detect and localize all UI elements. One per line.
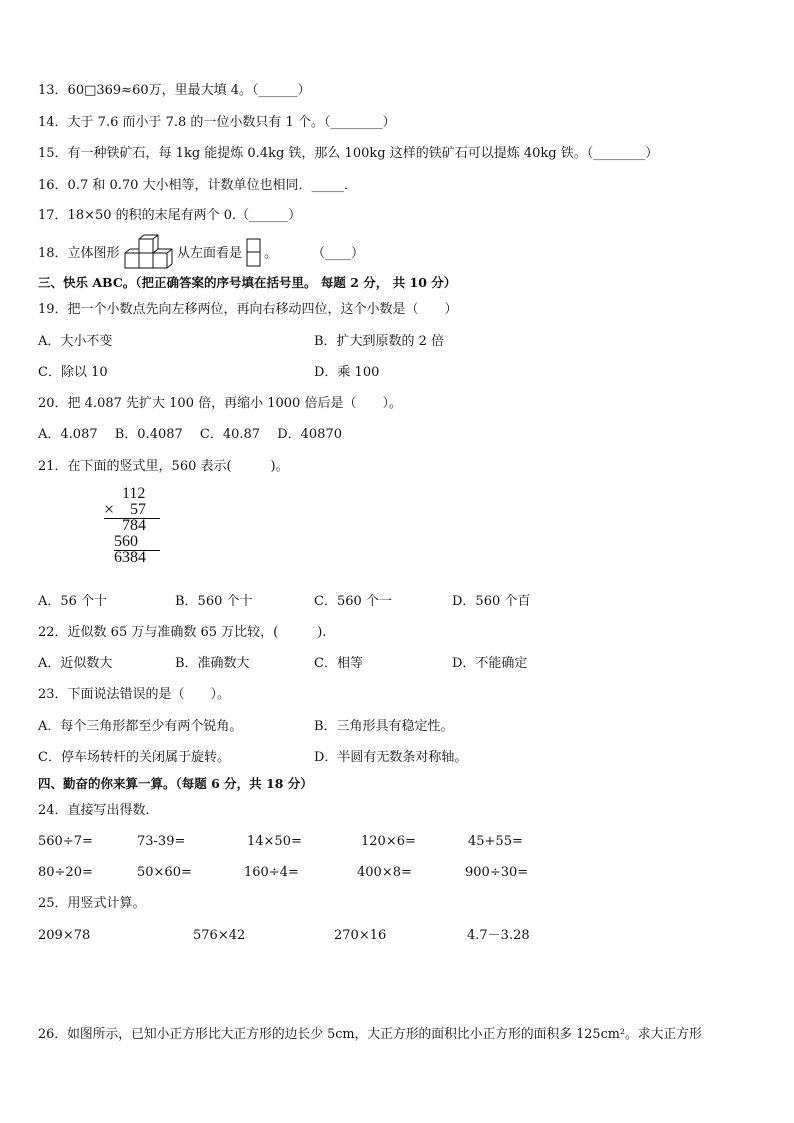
vm-partial-1: 784 — [122, 517, 146, 534]
q22-option-a: A．近似数大 — [38, 656, 113, 671]
vm-times: × — [104, 499, 115, 519]
q18-suffix: 。 — [264, 246, 278, 261]
q18-prefix: 18．立体图形 — [38, 246, 120, 261]
q24-item: 73-39= — [137, 834, 186, 849]
q19-option-c: C．除以 10 — [38, 365, 108, 380]
q22-option-d: D．不能确定 — [452, 656, 528, 671]
question-26: 26．如图所示，已知小正方形比大正方形的边长少 5cm，大正方形的面积比小正方形的面积多 125cm²。求大正方形 — [38, 1027, 702, 1042]
q19-option-b: B．扩大到原数的 2 倍 — [314, 334, 445, 349]
q21-option-c: C．560 个一 — [314, 594, 392, 609]
q25-item: 209×78 — [38, 928, 91, 943]
question-22-stem: 22．近似数 65 万与准确数 65 万比较，( ). — [38, 625, 327, 640]
q22-option-b: B．准确数大 — [175, 656, 250, 671]
question-25-stem: 25．用竖式计算。 — [38, 896, 146, 911]
q22-option-c: C．相等 — [314, 656, 363, 671]
question-20-stem: 20．把 4.087 先扩大 100 倍，再缩小 1000 倍后是（ ）。 — [38, 396, 402, 411]
question-16: 16．0.7 和 0.70 大小相等，计数单位也相同．_____． — [38, 178, 358, 193]
vm-result: 6384 — [114, 549, 146, 566]
question-14: 14．大于 7.6 而小于 7.8 的一位小数只有 1 个。（________） — [38, 115, 396, 130]
q18-middle: 从左面看是 — [177, 246, 243, 261]
q18-blank: （____） — [312, 246, 365, 261]
q24-item: 560÷7= — [38, 834, 93, 849]
q25-item: 4.7－3.28 — [467, 928, 530, 943]
question-15: 15．有一种铁矿石，每 1kg 能提炼 0.4kg 铁，那么 100kg 这样的铁矿石可以提炼 40kg 铁。（________） — [38, 146, 659, 161]
q21-option-a: A．56 个十 — [38, 594, 108, 609]
q21-option-d: D．560 个百 — [452, 594, 531, 609]
question-18 — [38, 245, 120, 263]
question-19-stem: 19．把一个小数点先向左移两位，再向右移动四位，这个小数是（ ） — [38, 302, 458, 317]
q24-item: 50×60= — [137, 865, 192, 880]
question-21-stem: 21．在下面的竖式里，560 表示( )。 — [38, 459, 289, 474]
question-24-stem: 24．直接写出得数． — [38, 803, 159, 818]
q24-item: 80÷20= — [38, 865, 93, 880]
q25-item: 576×42 — [193, 928, 246, 943]
left-view-figure — [246, 238, 262, 268]
question-23-stem: 23．下面说法错误的是（ ）。 — [38, 687, 231, 702]
q20-options: A．4.087 B．0.4087 C．40.87 D．40870 — [38, 427, 342, 442]
question-13: 13．60□369≈60万，里最大填 4。（______） — [38, 83, 311, 98]
section-4-heading: 四、勤奋的你来算一算。（每题 6 分，共 18 分） — [38, 776, 313, 791]
q24-item: 14×50= — [247, 834, 302, 849]
q23-option-d: D．半圆有无数条对称轴。 — [314, 750, 468, 765]
vm-multiplier: 57 — [130, 501, 146, 518]
section-3-heading: 三、快乐 ABC。（把正确答案的序号填在括号里。 每题 2 分， 共 10 分） — [38, 275, 457, 290]
q23-option-c: C．停车场转杆的关闭属于旋转。 — [38, 750, 230, 765]
vertical-multiplication — [100, 484, 166, 568]
q24-item: 45+55= — [468, 834, 523, 849]
q25-item: 270×16 — [334, 928, 387, 943]
q23-option-b: B．三角形具有稳定性。 — [314, 719, 454, 734]
q24-item: 120×6= — [361, 834, 416, 849]
cube-figure — [121, 234, 177, 272]
q19-option-a: A．大小不变 — [38, 334, 113, 349]
q23-option-a: A．每个三角形都至少有两个锐角。 — [38, 719, 243, 734]
q24-item: 400×8= — [357, 865, 412, 880]
q24-item: 160÷4= — [244, 865, 299, 880]
q24-item: 900÷30= — [465, 865, 529, 880]
question-17: 17．18×50 的积的末尾有两个 0.（______） — [38, 208, 302, 223]
q19-option-d: D．乘 100 — [314, 365, 380, 380]
vm-partial-2: 560 — [114, 533, 138, 550]
vm-top: 112 — [122, 485, 146, 502]
q21-option-b: B．560 个十 — [175, 594, 253, 609]
